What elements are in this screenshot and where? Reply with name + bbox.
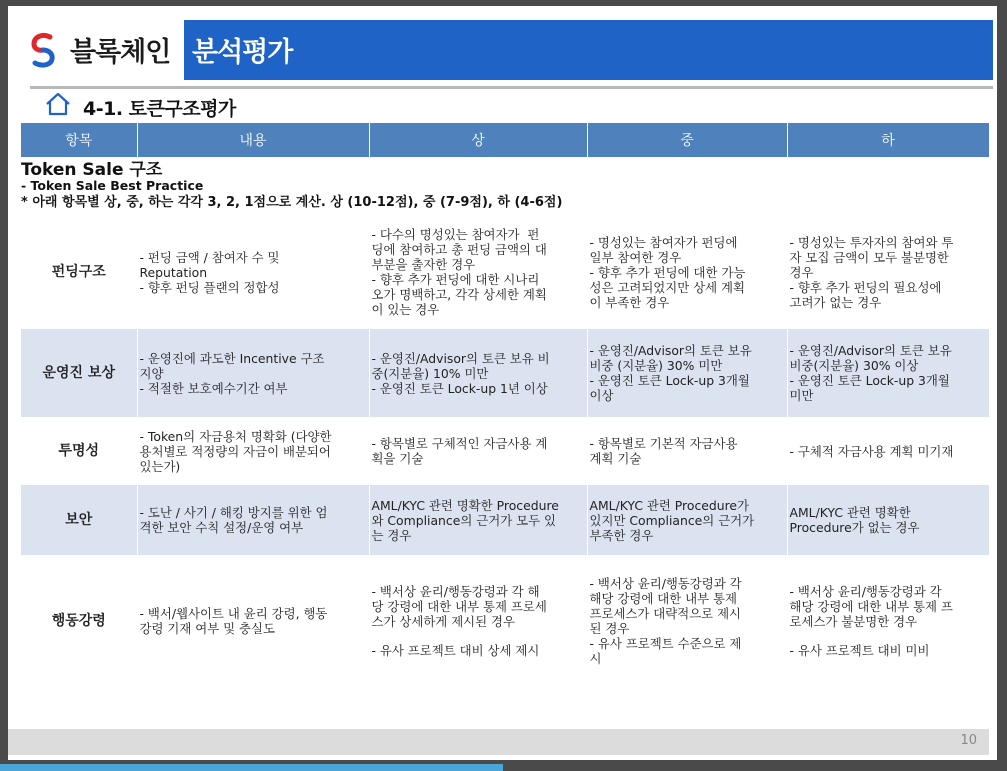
- cell-line: AML/KYC 관련 Procedure가: [589, 497, 750, 513]
- cell-line: - Token의 자금용처 명확화 (다양한: [139, 428, 332, 444]
- cell-line: 비중 (지분율) 30% 미만: [589, 358, 723, 373]
- title-bar: [184, 20, 993, 80]
- cell-line: 된 경우: [589, 621, 630, 636]
- cell-line: - 도난 / 사기 / 해킹 방지를 위한 엄: [139, 505, 328, 520]
- table-row: [21, 215, 989, 329]
- cell-high: [369, 555, 587, 687]
- cell-content: [137, 555, 369, 687]
- cell-mid: [587, 215, 787, 329]
- row-label: 투명성: [21, 417, 137, 485]
- cell-line: - 향후 추가 펀딩에 대한 시나리: [371, 272, 540, 287]
- cell-line: - 명성있는 투자자의 참여와 투: [789, 234, 954, 250]
- footer-bar: [8, 729, 989, 755]
- cell-line: 획을 기술: [371, 451, 424, 466]
- bottom-strip: [0, 764, 503, 771]
- cell-line: 당 강령에 대한 내부 통제 프로세: [371, 599, 547, 614]
- cell-low: [787, 215, 989, 329]
- divider: [30, 86, 993, 89]
- page-number: 10: [960, 733, 977, 748]
- cell-line: - 항목별로 기본적 자금사용: [589, 436, 738, 451]
- header-low: 하: [787, 123, 989, 157]
- cell-line: [790, 629, 987, 643]
- cell-line: 있지만 Compliance의 근거가: [589, 512, 755, 528]
- header-item: 항목: [21, 123, 137, 157]
- cell-content: [137, 417, 369, 485]
- cell-line: - 항목별로 구체적인 자금사용 계: [371, 436, 548, 451]
- cell-line: 와 Compliance의 근거가 모두 있: [371, 512, 556, 528]
- cell-line: - 명성있는 참여자가 펀딩에: [589, 234, 738, 250]
- cell-line: 이 부족한 경우: [589, 294, 670, 310]
- cell-line: - 운영진 토큰 Lock-up 1년 이상: [371, 380, 548, 396]
- cell-line: 경우: [789, 264, 814, 280]
- row-label: 행동강령: [21, 555, 137, 687]
- cell-line: - 백서/웹사이트 내 윤리 강령, 행동: [139, 606, 328, 621]
- section-note: * 아래 항목별 상, 중, 하는 각각 3, 2, 1점으로 계산. 상 (10-12점), 중 (7-9점), 하 (4-6점): [21, 195, 563, 210]
- cell-line: - 펀딩 금액 / 참여자 수 및: [139, 249, 280, 265]
- cell-line: - 백서상 윤리/행동강령과 각 해: [371, 584, 540, 599]
- cell-line: 강령 기재 여부 및 충실도: [139, 621, 275, 636]
- cell-line: AML/KYC 관련 명확한 Procedure: [371, 497, 559, 513]
- cell-line: Procedure가 없는 경우: [789, 520, 920, 535]
- cell-line: 로세스가 불분명한 경우: [789, 614, 918, 629]
- cell-line: AML/KYC 관련 명확한: [789, 505, 911, 520]
- cell-line: 해당 강령에 대한 내부 통제: [589, 591, 737, 606]
- cell-line: 성은 고려되었지만 상세 계획: [589, 279, 745, 295]
- section-row: [21, 157, 989, 215]
- row-label: 펀딩구조: [21, 215, 137, 329]
- cell-line: 미만: [789, 388, 814, 403]
- cell-line: 는 경우: [371, 527, 412, 543]
- cell-high: [369, 215, 587, 329]
- cell-line: 스가 상세하게 제시된 경우: [371, 614, 515, 629]
- cell-line: - 운영진에 과도한 Incentive 구조: [139, 350, 325, 366]
- cell-line: - 유사 프로젝트 대비 상세 제시: [371, 643, 540, 658]
- cell-line: - 향후 추가 펀딩의 필요성에: [789, 279, 942, 295]
- cell-mid: [587, 329, 787, 417]
- cell-line: - 적절한 보호예수기간 여부: [139, 380, 288, 396]
- cell-content: [137, 329, 369, 417]
- cell-line: - 운영진/Advisor의 토큰 보유: [789, 343, 952, 358]
- cell-line: - 백서상 윤리/행동강령과 각: [789, 584, 942, 599]
- header-mid: 중: [587, 123, 787, 157]
- cell-line: - 다수의 명성있는 참여자가 펀: [371, 227, 540, 242]
- table-row: [21, 485, 989, 555]
- cell-line: 이 있는 경우: [371, 302, 440, 317]
- cell-low: [787, 417, 989, 485]
- cell-line: - 향후 펀딩 플랜의 정합성: [139, 279, 280, 295]
- cell-line: 고려가 없는 경우: [789, 294, 882, 310]
- page-title: 4-1. 토큰구조평가: [83, 98, 236, 120]
- cell-low: [787, 555, 989, 687]
- cell-low: [787, 329, 989, 417]
- cell-line: 비중(지분율) 30% 이상: [789, 358, 919, 373]
- cell-line: Reputation: [139, 264, 208, 280]
- cell-line: 일부 참여한 경우: [589, 249, 682, 265]
- cell-line: - 운영진 토큰 Lock-up 3개월: [789, 373, 950, 388]
- cell-line: 이상: [589, 388, 614, 403]
- cell-content: [137, 485, 369, 555]
- cell-line: 부족한 경우: [589, 527, 654, 543]
- cell-line: - 운영진/Advisor의 토큰 보유 비: [371, 350, 550, 366]
- row-label: 보안: [21, 485, 137, 555]
- evaluation-table: [21, 123, 990, 687]
- cell-content: [137, 215, 369, 329]
- cell-line: 프로세스가 대략적으로 제시: [589, 606, 742, 621]
- table-row: [21, 555, 989, 687]
- table-row: [21, 417, 989, 485]
- cell-line: - 운영진 토큰 Lock-up 3개월: [589, 373, 750, 388]
- cell-line: 중(지분율) 10% 미만: [371, 365, 489, 381]
- cell-line: - 백서상 윤리/행동강령과 각: [589, 576, 742, 591]
- cell-high: [369, 417, 587, 485]
- logo-icon: [30, 32, 56, 68]
- table-header-row: [21, 123, 989, 157]
- cell-line: - 운영진/Advisor의 토큰 보유: [589, 343, 752, 358]
- cell-line: 오가 명백하고, 각각 상세한 계획: [371, 287, 547, 302]
- table-row: [21, 329, 989, 417]
- section-subtitle: - Token Sale Best Practice: [21, 178, 204, 193]
- cell-line: - 유사 프로젝트 대비 미비: [789, 643, 930, 658]
- cell-line: 지양: [139, 365, 164, 381]
- cell-line: 해당 강령에 대한 내부 통제 프: [789, 599, 953, 614]
- cell-line: 시: [589, 651, 602, 666]
- row-label: 운영진 보상: [21, 329, 137, 417]
- cell-line: - 유사 프로젝트 수준으로 제: [589, 636, 742, 651]
- cell-low: [787, 485, 989, 555]
- cell-mid: [587, 417, 787, 485]
- cell-line: 부분을 출자한 경우: [371, 257, 476, 272]
- cell-high: [369, 485, 587, 555]
- cell-line: 딩에 참여하고 총 펀딩 금액의 대: [371, 242, 547, 257]
- section-title: Token Sale 구조: [21, 160, 163, 180]
- cell-line: 격한 보안 수칙 설정/운영 여부: [139, 520, 304, 535]
- cell-line: [372, 629, 585, 643]
- cell-line: 용처별로 적정량의 자금이 배분되어: [139, 443, 331, 459]
- cell-line: 자 모집 금액이 모두 불분명한: [789, 249, 949, 265]
- cell-mid: [587, 485, 787, 555]
- header-high: 상: [369, 123, 587, 157]
- cell-mid: [587, 555, 787, 687]
- title-right: 분석평가: [192, 37, 293, 68]
- home-icon: [44, 91, 72, 117]
- cell-line: 있는가): [139, 458, 181, 474]
- cell-line: 계획 기술: [589, 451, 642, 466]
- header-content: 내용: [137, 123, 369, 157]
- title-left: 블록체인: [70, 37, 171, 68]
- cell-high: [369, 329, 587, 417]
- cell-line: - 구체적 자금사용 계획 미기재: [789, 443, 954, 459]
- cell-line: - 향후 추가 펀딩에 대한 가능: [589, 264, 746, 280]
